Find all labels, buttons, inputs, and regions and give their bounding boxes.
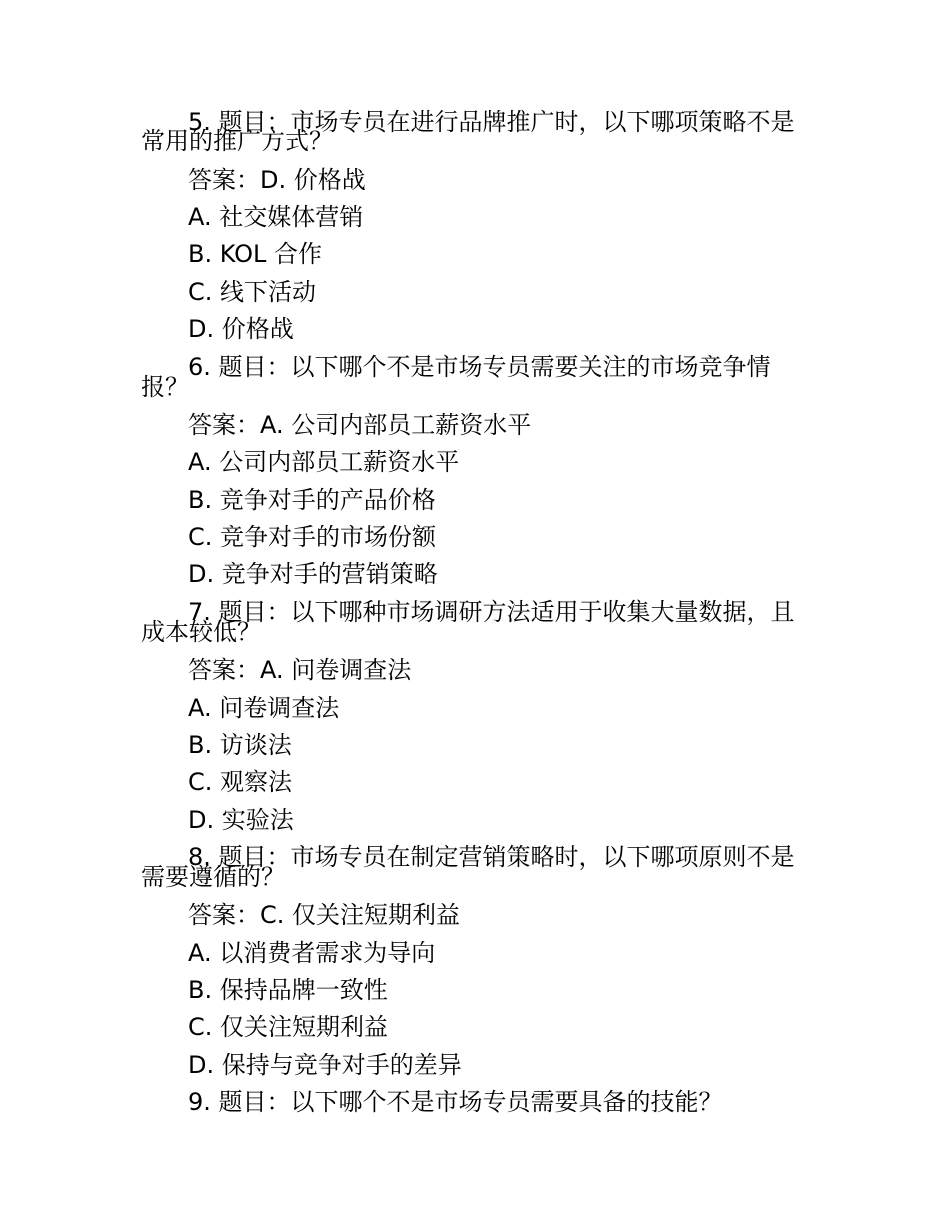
question-6-option-d: D. 竞争对手的营销策略 <box>188 560 438 588</box>
question-7-option-d: D. 实验法 <box>188 806 294 834</box>
question-8-option-d: D. 保持与竞争对手的差异 <box>188 1051 462 1079</box>
question-6-option-a: A. 公司内部员工薪资水平 <box>188 448 460 476</box>
question-7-option-b: B. 访谈法 <box>188 731 292 759</box>
question-8-option-c: C. 仅关注短期利益 <box>188 1013 389 1041</box>
question-9-text: 9. 题目：以下哪个不是市场专员需要具备的技能？ <box>188 1088 723 1116</box>
question-7-text: 7. 题目：以下哪种市场调研方法适用于收集大量数据，且 <box>188 598 795 626</box>
question-5-answer: 答案：D. 价格战 <box>188 166 366 194</box>
question-8-option-b: B. 保持品牌一致性 <box>188 976 388 1004</box>
question-8-text-continued: 需要遵循的？ <box>141 863 285 891</box>
question-5-option-a: A. 社交媒体营销 <box>188 203 364 231</box>
question-7-answer: 答案：A. 问卷调查法 <box>188 656 412 684</box>
question-6-text-continued: 报？ <box>141 373 189 401</box>
question-6-text: 6. 题目：以下哪个不是市场专员需要关注的市场竞争情 <box>188 353 771 381</box>
question-5-text-continued: 常用的推广方式？ <box>141 127 333 155</box>
question-5-option-b: B. KOL 合作 <box>188 240 323 268</box>
question-6-option-c: C. 竞争对手的市场份额 <box>188 523 437 551</box>
question-5-option-c: C. 线下活动 <box>188 278 317 306</box>
question-8-answer: 答案：C. 仅关注短期利益 <box>188 901 461 929</box>
question-8-option-a: A. 以消费者需求为导向 <box>188 939 436 967</box>
question-7-option-c: C. 观察法 <box>188 768 293 796</box>
question-8-text: 8. 题目：市场专员在制定营销策略时，以下哪项原则不是 <box>188 843 795 871</box>
question-6-answer: 答案：A. 公司内部员工薪资水平 <box>188 411 532 439</box>
question-7-option-a: A. 问卷调查法 <box>188 694 340 722</box>
question-5-option-d: D. 价格战 <box>188 315 294 343</box>
question-6-option-b: B. 竞争对手的产品价格 <box>188 486 436 514</box>
question-5-text: 5. 题目：市场专员在进行品牌推广时，以下哪项策略不是 <box>188 108 795 136</box>
question-7-text-continued: 成本较低？ <box>141 618 261 646</box>
